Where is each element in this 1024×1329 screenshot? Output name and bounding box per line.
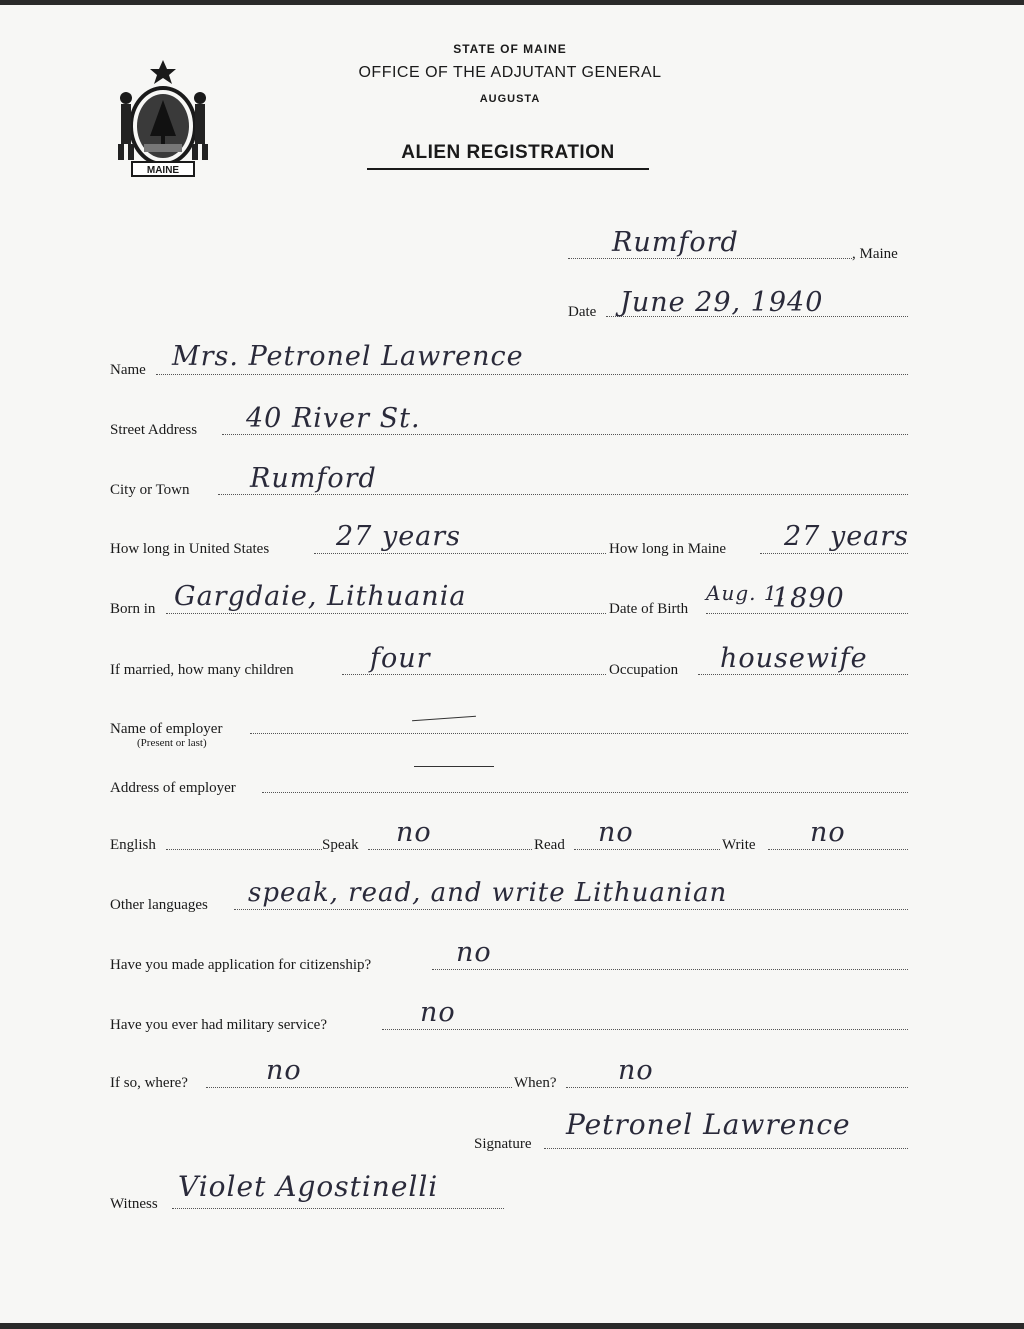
- form-title: ALIEN REGISTRATION: [367, 142, 649, 170]
- employer-name-label: Name of employer: [110, 721, 223, 737]
- when-value: no: [618, 1055, 654, 1086]
- occupation-value: housewife: [720, 643, 868, 674]
- military-value: no: [420, 997, 456, 1028]
- maine-seal-icon: [110, 58, 216, 180]
- citizenship-label: Have you made application for citizenship?: [110, 957, 372, 973]
- header-city: AUGUSTA: [479, 93, 541, 105]
- speak-label: Speak: [322, 837, 359, 853]
- when-label: When?: [514, 1075, 557, 1091]
- military-label: Have you ever had military service?: [110, 1017, 327, 1033]
- children-value: four: [370, 643, 431, 674]
- date-value: June 29, 1940: [620, 287, 824, 318]
- read-label: Read: [534, 837, 565, 853]
- witness-label: Witness: [110, 1196, 158, 1212]
- dob-month-day-value: Aug. 1,: [706, 581, 785, 605]
- date-label: Date: [568, 304, 597, 320]
- occupation-label: Occupation: [609, 662, 679, 678]
- city-value: Rumford: [250, 463, 377, 494]
- citizenship-value: no: [456, 937, 492, 968]
- english-label: English: [110, 837, 156, 853]
- where-label: If so, where?: [110, 1075, 188, 1091]
- employer-name-sublabel: (Present or last): [137, 737, 207, 749]
- speak-value: no: [396, 817, 432, 848]
- maine-label: , Maine: [852, 246, 898, 262]
- other-languages-value: speak, read, and write Lithuanian: [248, 878, 728, 908]
- how-long-maine-value: 27 years: [784, 521, 910, 552]
- name-value: Mrs. Petronel Lawrence: [172, 341, 524, 372]
- signature-label: Signature: [474, 1136, 532, 1152]
- employer-name-blank-mark: [412, 716, 476, 721]
- city-label: City or Town: [110, 482, 190, 498]
- street-label: Street Address: [110, 422, 198, 438]
- header-office: OFFICE OF THE ADJUTANT GENERAL: [358, 64, 662, 81]
- seal-banner-text: MAINE: [146, 165, 180, 176]
- children-label: If married, how many children: [110, 662, 294, 678]
- born-in-label: Born in: [110, 601, 156, 617]
- where-value: no: [266, 1055, 302, 1086]
- witness-value: Violet Agostinelli: [178, 1170, 439, 1203]
- signature-value: Petronel Lawrence: [566, 1108, 851, 1141]
- how-long-maine-label: How long in Maine: [609, 541, 727, 557]
- scan-edge-top: [0, 0, 1024, 5]
- how-long-us-value: 27 years: [336, 521, 462, 552]
- other-languages-label: Other languages: [110, 897, 208, 913]
- street-value: 40 River St.: [246, 403, 421, 434]
- born-in-value: Gargdaie, Lithuania: [174, 581, 467, 612]
- scan-edge-bottom: [0, 1323, 1024, 1329]
- employer-address-label: Address of employer: [110, 780, 236, 796]
- date-of-birth-label: Date of Birth: [609, 601, 689, 617]
- write-label: Write: [722, 837, 756, 853]
- place-value: Rumford: [612, 227, 739, 258]
- write-value: no: [810, 817, 846, 848]
- header-state: STATE OF MAINE: [453, 42, 567, 56]
- how-long-us-label: How long in United States: [110, 541, 270, 557]
- read-value: no: [598, 817, 634, 848]
- employer-address-blank-mark: [414, 766, 494, 767]
- name-label: Name: [110, 362, 146, 378]
- dob-year-value: 1890: [772, 583, 845, 614]
